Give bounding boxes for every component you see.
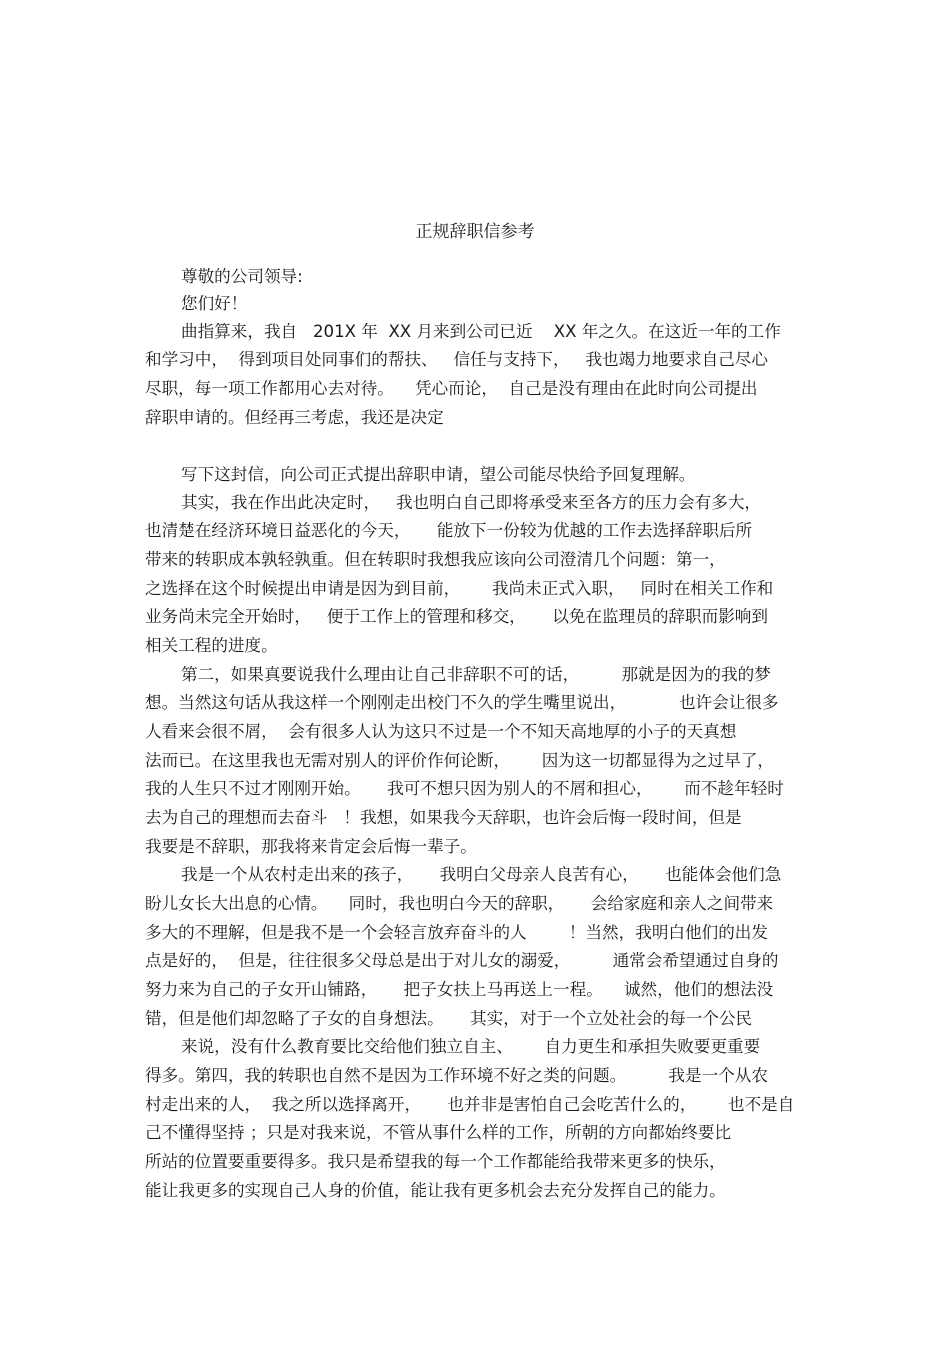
text-line: 相关工程的进度。: [145, 636, 278, 655]
document-title: 正规辞职信参考: [415, 222, 535, 242]
text-line: 其实，我在作出此决定时， 我也明白自己即将承受来至各方的压力会有多大，: [181, 493, 762, 512]
text-line: 点是好的， 但是，往往很多父母总是出于对儿女的溺爱， 通常会希望通过自身的: [145, 951, 779, 970]
text-line: 曲指算来，我自 201X 年 XX 月来到公司已近 XX 年之久。在这近一年的工作: [181, 322, 781, 341]
text-line: 之选择在这个时候提出申请是因为到目前， 我尚未正式入职， 同时在相关工作和: [145, 579, 774, 598]
text-line: 法而已。在这里我也无需对别人的评价作何论断， 因为这一切都显得为之过早了，: [145, 751, 775, 770]
text-line: 写下这封信，向公司正式提出辞职申请，望公司能尽快给予回复理解。: [181, 465, 696, 484]
text-line: 我的人生只不过才刚刚开始。 我可不想只因为别人的不屑和担心， 而不趁年轻时: [145, 779, 784, 798]
text-line: 村走出来的人， 我之所以选择离开， 也并非是害怕自己会吃苦什么的， 也不是自: [145, 1095, 795, 1114]
text-line: 我要是不辞职，那我将来肯定会后悔一辈子。: [145, 837, 477, 856]
text-line: 我是一个从农村走出来的孩子， 我明白父母亲人良苦有心， 也能体会他们急: [181, 865, 782, 884]
greeting: 您们好！: [181, 294, 248, 313]
text-line: 辞职申请的。但经再三考虑，我还是决定: [145, 408, 444, 427]
text-line: 所站的位置要重要得多。我只是希望我的每一个工作都能给我带来更多的快乐，: [145, 1152, 726, 1171]
text-line: 努力来为自己的子女开山铺路， 把子女扶上马再送上一程。 诚然，他们的想法没: [145, 980, 774, 999]
text-line: 盼儿女长大出息的心情。 同时，我也明白今天的辞职， 会给家庭和亲人之间带来: [145, 894, 774, 913]
text-line: 第二，如果真要说我什么理由让自己非辞职不可的话， 那就是因为的我的梦: [181, 665, 771, 684]
text-line: 能让我更多的实现自己人身的价值，能让我有更多机会去充分发挥自己的能力。: [145, 1181, 726, 1200]
text-line: 也清楚在经济环境日益恶化的今天， 能放下一份较为优越的工作去选择辞职后所: [145, 521, 753, 540]
text-line: 错，但是他们却忽略了子女的自身想法。 其实，对于一个立处社会的每一个公民: [145, 1009, 753, 1028]
text-line: 得多。第四，我的转职也自然不是因为工作环境不好之类的问题。 我是一个从农: [145, 1066, 768, 1085]
text-line: 想。当然这句话从我这样一个刚刚走出校门不久的学生嘴里说出， 也许会让很多: [145, 693, 779, 712]
text-line: 来说，没有什么教育要比交给他们独立自主、 自力更生和承担失败要更重要: [181, 1037, 761, 1056]
text-line: 和学习中， 得到项目处同事们的帮扶、 信任与支持下， 我也竭力地要求自己尽心: [145, 350, 768, 369]
text-line: 带来的转职成本孰轻孰重。但在转职时我想我应该向公司澄清几个问题：第一，: [145, 550, 726, 569]
salutation: 尊敬的公司领导:: [181, 267, 303, 286]
text-line: 业务尚未完全开始时， 便于工作上的管理和移交， 以免在监理员的辞职而影响到: [145, 607, 768, 626]
text-line: 去为自己的理想而去奋斗 ！我想，如果我今天辞职，也许会后悔一段时间，但是: [145, 808, 742, 827]
text-line: 人看来会很不屑， 会有很多人认为这只不过是一个不知天高地厚的小子的天真想: [145, 722, 737, 741]
text-line: 多大的不理解，但是我不是一个会轻言放弃奋斗的人 ！当然，我明白他们的出发: [145, 923, 768, 942]
text-line: 己不懂得坚持 ；只是对我来说，不管从事什么样的工作，所朝的方向都始终要比: [145, 1123, 732, 1142]
text-line: 尽职，每一项工作都用心去对待。 凭心而论， 自己是没有理由在此时向公司提出: [145, 379, 758, 398]
